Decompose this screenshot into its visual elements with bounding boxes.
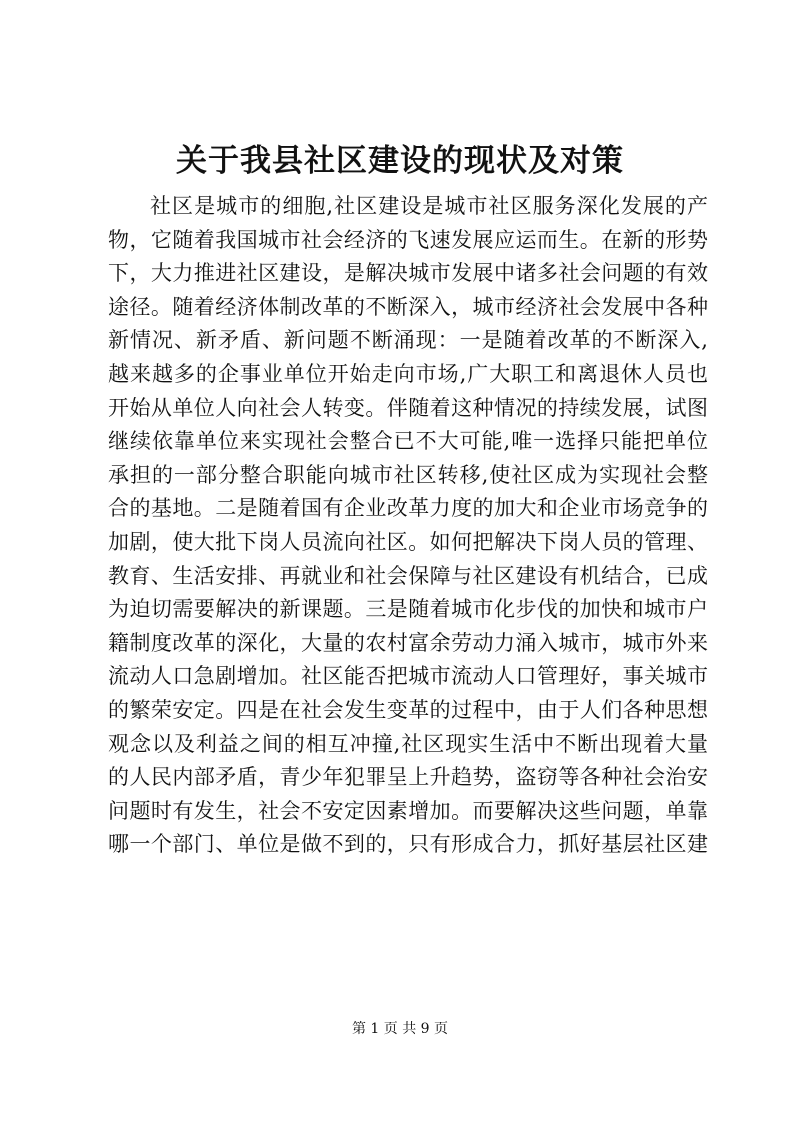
body-line: 社区是城市的细胞,社区建设是城市社区服务深化发展的产 xyxy=(150,194,708,218)
body-line: 途径。随着经济体制改革的不断深入，城市经济社会发展中各种 xyxy=(108,294,708,319)
body-line: 哪一个部门、单位是做不到的，只有形成合力，抓好基层社区建 xyxy=(108,832,708,857)
body-line: 合的基地。二是随着国有企业改革力度的加大和企业市场竞争的 xyxy=(108,496,708,521)
body-line: 开始从单位人向社会人转变。伴随着这种情况的持续发展，试图 xyxy=(108,395,708,420)
body-line: 观念以及利益之间的相互冲撞,社区现实生活中不断出现着大量 xyxy=(108,731,708,756)
body-line: 的繁荣安定。四是在社会发生变革的过程中，由于人们各种思想 xyxy=(108,697,708,722)
body-line: 问题时有发生，社会不安定因素增加。而要解决这些问题，单靠 xyxy=(108,798,708,823)
page-number-footer: 第 1 页 共 9 页 xyxy=(351,1021,449,1037)
body-line: 新情况、新矛盾、新问题不断涌现：一是随着改革的不断深入, xyxy=(108,328,708,353)
body-line: 为迫切需要解决的新课题。三是随着城市化步伐的加快和城市户 xyxy=(108,597,708,622)
body-line: 流动人口急剧增加。社区能否把城市流动人口管理好，事关城市 xyxy=(108,664,708,689)
body-line: 教育、生活安排、再就业和社会保障与社区建设有机结合，已成 xyxy=(108,563,708,588)
body-line: 下，大力推进社区建设，是解决城市发展中诸多社会问题的有效 xyxy=(108,261,708,286)
body-line: 加剧，使大批下岗人员流向社区。如何把解决下岗人员的管理、 xyxy=(108,529,708,554)
body-line: 承担的一部分整合职能向城市社区转移,使社区成为实现社会整 xyxy=(108,462,708,487)
body-line: 籍制度改革的深化，大量的农村富余劳动力涌入城市，城市外来 xyxy=(108,630,708,655)
body-line: 物，它随着我国城市社会经济的飞速发展应运而生。在新的形势 xyxy=(108,227,708,252)
body-line: 继续依靠单位来实现社会整合已不大可能,唯一选择只能把单位 xyxy=(108,429,708,454)
body-line: 的人民内部矛盾，青少年犯罪呈上升趋势，盗窃等各种社会治安 xyxy=(108,765,708,790)
body-line: 越来越多的企事业单位开始走向市场,广大职工和离退休人员也 xyxy=(108,361,708,386)
document-title: 关于我县社区建设的现状及对策 xyxy=(176,143,624,179)
document-body xyxy=(108,190,708,862)
